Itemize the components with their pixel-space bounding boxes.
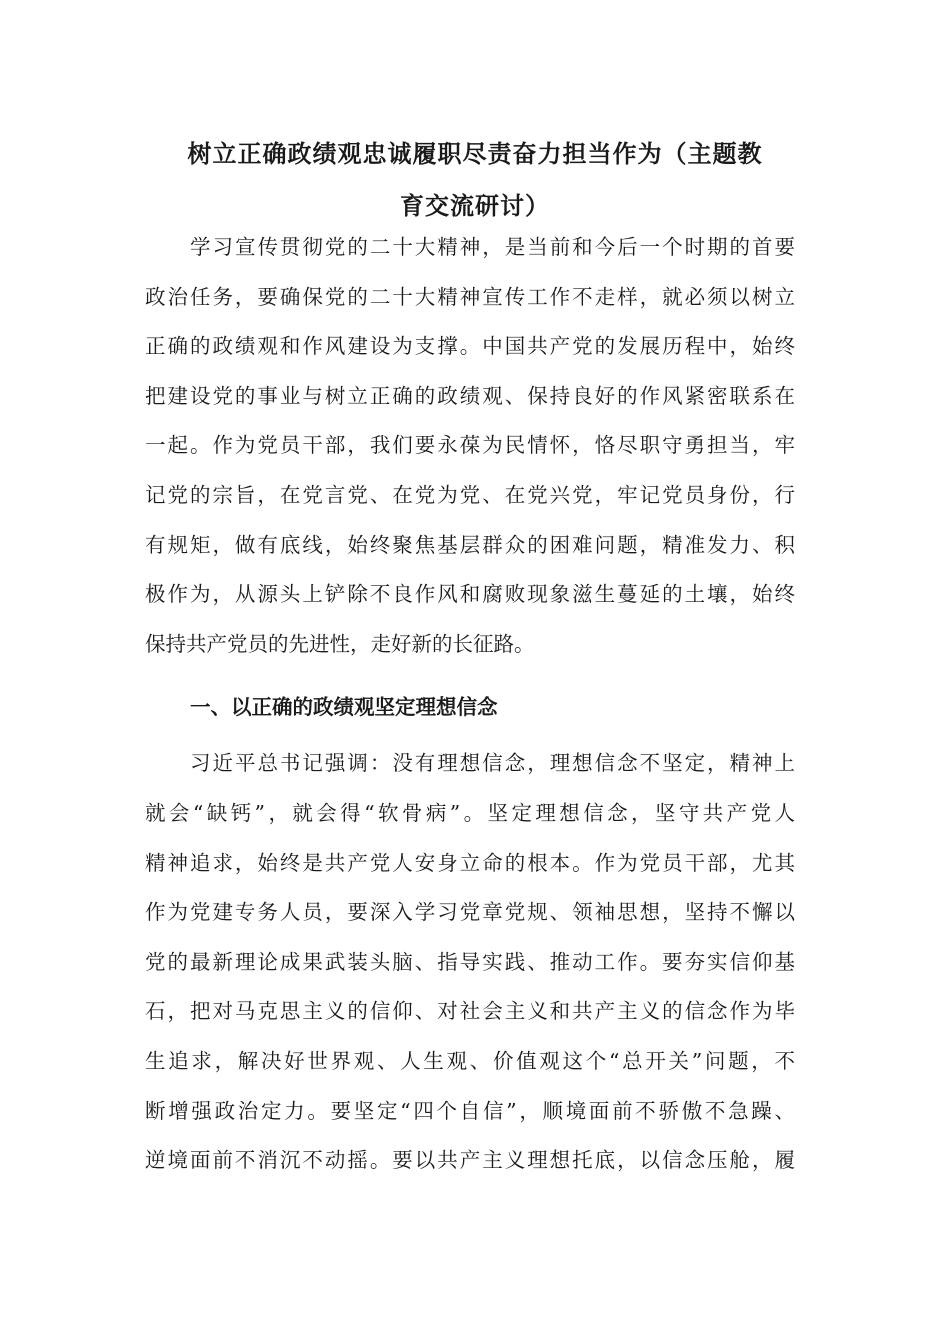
- text-line: 极作为，从源头上铲除不良作风和腐败现象滋生蔓延的土壤，始终: [145, 582, 795, 607]
- text-line: 就会“缺钙”，就会得“软骨病”。坚定理想信念，坚守共产党人: [145, 800, 795, 825]
- text-line: 学习宣传贯彻党的二十大精神，是当前和今后一个时期的首要: [190, 235, 795, 259]
- section-spacer: [145, 669, 795, 677]
- paragraph-2: [145, 739, 795, 1185]
- text-line: 保持共产党员的先进性，走好新的长征路。: [145, 631, 535, 656]
- text-line: 逆境面前不消沉不动摇。要以共产主义理想托底，以信念压舱，履: [145, 1148, 795, 1173]
- paragraph-1: [145, 223, 795, 669]
- text-line: 石，把对马克思主义的信仰、对社会主义和共产主义的信念作为毕: [145, 999, 795, 1024]
- document-body: [145, 223, 795, 1186]
- text-line: 生追求，解决好世界观、人生观、价值观这个“总开关”问题，不: [145, 1048, 795, 1073]
- text-line: 一起。作为党员干部，我们要永葆为民情怀，恪尽职守勇担当，牢: [145, 433, 795, 458]
- section-heading: 一、以正确的政绩观坚定理想信念: [190, 695, 498, 720]
- text-line: 习近平总书记强调：没有理想信念，理想信念不坚定，精神上: [190, 751, 795, 776]
- text-line: 把建设党的事业与树立正确的政绩观、保持良好的作风紧密联系在: [145, 383, 795, 408]
- text-line: 记党的宗旨，在党言党、在党为党、在党兴党，牢记党员身份，行: [145, 482, 795, 507]
- text-line: 党的最新理论成果武装头脑、指导实践、推动工作。要夯实信仰基: [145, 949, 795, 974]
- document-title: [140, 128, 810, 232]
- text-line: 有规矩，做有底线，始终聚焦基层群众的困难问题，精准发力、积: [145, 532, 795, 557]
- text-line: 精神追求，始终是共产党人安身立命的根本。作为党员干部，尤其: [145, 850, 795, 875]
- text-line: 作为党建专务人员，要深入学习党章党规、领袖思想，坚持不懈以: [145, 900, 795, 925]
- text-line: 断增强政治定力。要坚定“四个自信”，顺境面前不骄傲不急躁、: [145, 1098, 795, 1123]
- text-line: 政治任务，要确保党的二十大精神宣传工作不走样，就必须以树立: [145, 284, 795, 309]
- text-line: 正确的政绩观和作风建设为支撑。中国共产党的发展历程中，始终: [145, 334, 795, 359]
- title-line: 育交流研讨）: [400, 192, 550, 220]
- title-line: 树立正确政绩观忠诚履职尽责奋力担当作为（主题教: [187, 140, 763, 168]
